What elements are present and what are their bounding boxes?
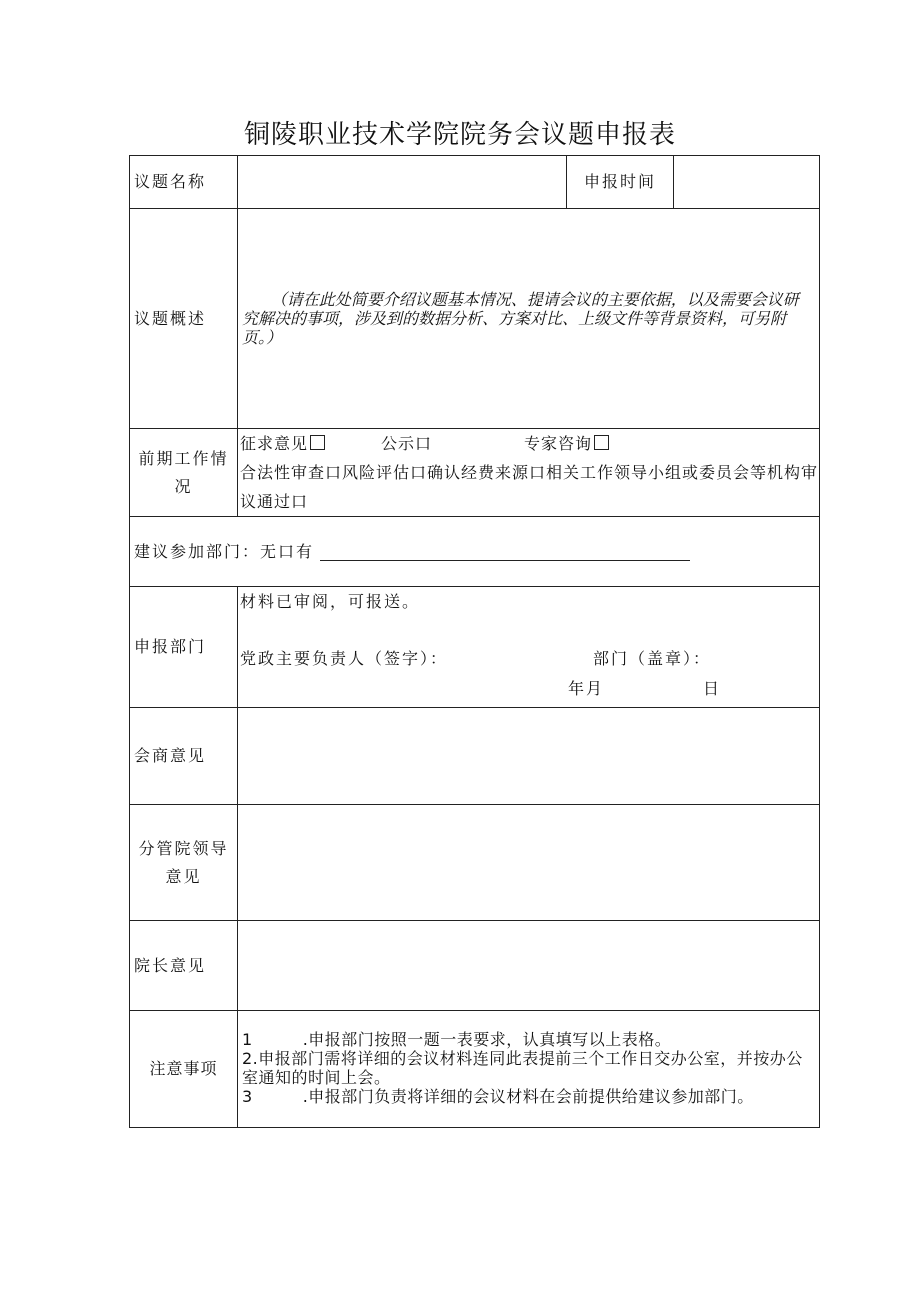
note-item-2: 2.申报部门需将详细的会议材料连同此表提前三个工作日交办公室，并按办公室通知的时间上会。 — [242, 1048, 803, 1087]
president-opinion-field[interactable] — [238, 921, 820, 1011]
notes-label: 注意事项 — [130, 1011, 238, 1128]
notes-content — [238, 1011, 820, 1128]
consult-opinion-label: 会商意见 — [130, 708, 238, 805]
submit-date-field[interactable] — [674, 156, 820, 209]
note-item-1: 1 .申报部门按照一题一表要求，认真填写以上表格。 — [242, 1029, 672, 1049]
prep-row — [130, 429, 820, 517]
leader-row — [130, 805, 820, 921]
expert-consult-option: 专家咨询 — [524, 434, 593, 453]
suggested-depts-field — [130, 517, 820, 587]
president-row — [130, 921, 820, 1011]
topic-summary-field[interactable] — [238, 209, 820, 429]
president-opinion-label: 院长意见 — [130, 921, 238, 1011]
prep-options-line2[interactable]: 合法性审查口风险评估口确认经费来源口相关工作领导小组或委员会等机构审议通过口 — [240, 463, 819, 511]
notes-row — [130, 1011, 820, 1128]
prep-work-field — [238, 429, 820, 517]
applying-dept-field — [238, 587, 820, 708]
applying-dept-label: 申报部门 — [130, 587, 238, 708]
suggested-depts-text: 建议参加部门：无口有 — [134, 541, 315, 561]
topic-row — [130, 156, 820, 209]
apply-row — [130, 587, 820, 708]
vice-president-opinion-label: 分管院领导意见 — [130, 805, 238, 921]
reviewed-text: 材料已审阅，可报送。 — [240, 592, 421, 611]
dept-seal-label: 部门（盖章）： — [593, 649, 712, 668]
application-form-table — [129, 155, 820, 1128]
consult-opinion-field[interactable] — [238, 708, 820, 805]
suggested-depts-input[interactable] — [320, 542, 690, 561]
vice-president-opinion-field[interactable] — [238, 805, 820, 921]
topic-summary-hint: （请在此处简要介绍议题基本情况、提请会议的主要依据，以及需要会议研究解决的事项，涉及到的数据分析、方案对比、上级文件等背景资料，可另附页。） — [242, 289, 799, 348]
solicit-opinion-option: 征求意见 — [240, 434, 309, 453]
prep-work-label: 前期工作情况 — [130, 429, 238, 517]
topic-name-field[interactable] — [238, 156, 567, 209]
note-item-3: 3 .申报部门负责将详细的会议材料在会前提供给建议参加部门。 — [242, 1087, 754, 1107]
publicity-option[interactable]: 公示口 — [381, 434, 433, 453]
prep-options-line1 — [238, 429, 819, 458]
submit-date-label: 申报时间 — [567, 156, 674, 209]
expert-consult-checkbox[interactable] — [594, 435, 609, 450]
topic-name-label: 议题名称 — [130, 156, 238, 209]
summary-row — [130, 209, 820, 429]
solicit-opinion-checkbox[interactable] — [310, 435, 325, 450]
leader-sign-label: 党政主要负责人（签字）： — [240, 649, 449, 668]
topic-summary-label: 议题概述 — [130, 209, 238, 429]
form-title: 铜陵职业技术学院院务会议题申报表 — [243, 120, 676, 150]
consult-row — [130, 708, 820, 805]
day-label: 日 — [703, 679, 722, 698]
dept-row — [130, 517, 820, 587]
year-month-label: 年月 — [568, 679, 605, 698]
